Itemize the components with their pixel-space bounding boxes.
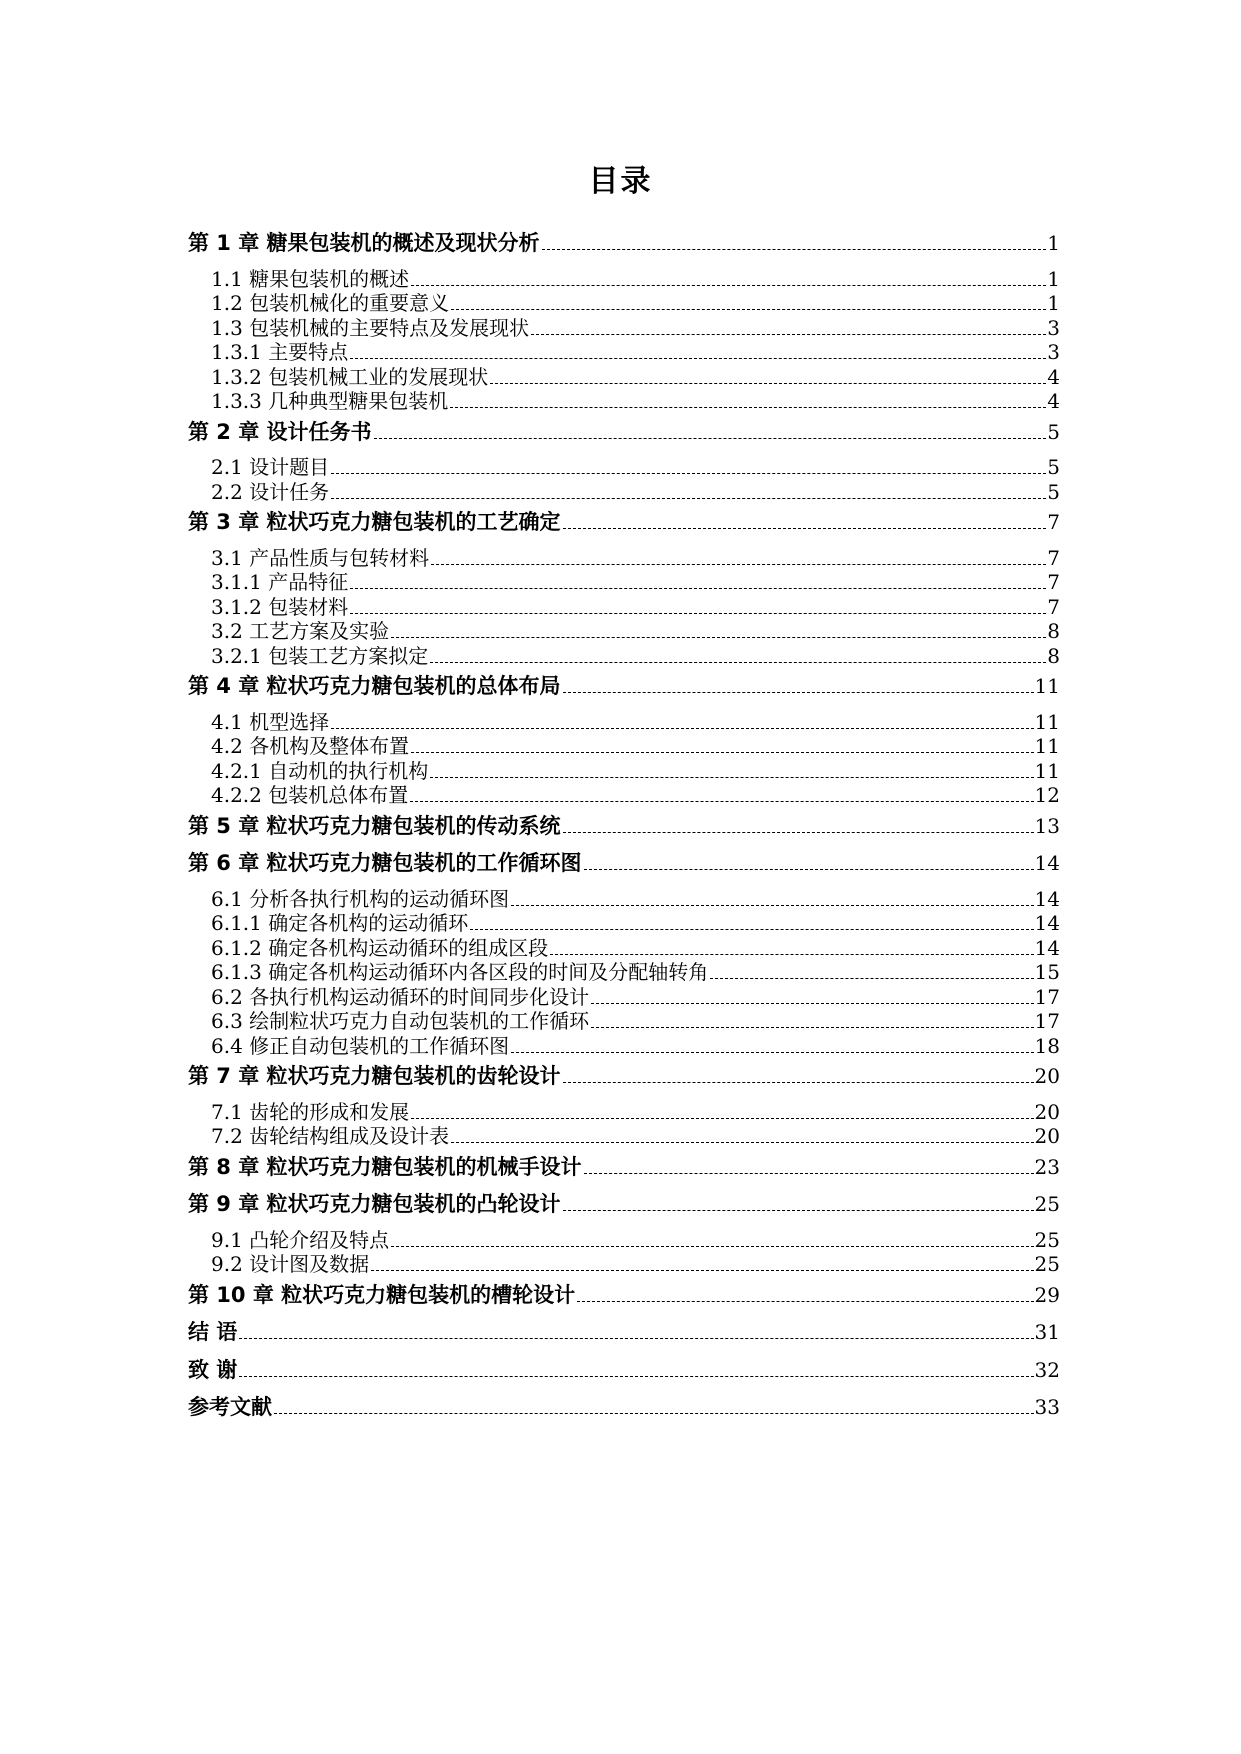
toc-entry-label: 3.1.1 产品特征 [211, 570, 349, 594]
toc-dot-leader [563, 832, 1034, 833]
toc-dot-leader [584, 1173, 1034, 1174]
toc-page-number: 4 [1047, 389, 1060, 413]
toc-entry-label: 3.1.2 包装材料 [211, 594, 349, 619]
toc-page-number: 25 [1034, 1192, 1060, 1216]
toc-chapter-entry [188, 1389, 1060, 1427]
toc-page-number: 5 [1047, 419, 1060, 444]
toc-entry-label: 3.2.1 包装工艺方案拟定 [211, 643, 429, 668]
toc-section-entry [188, 291, 1060, 316]
toc-dot-leader [350, 358, 1046, 359]
toc-entry-label: 6.3 绘制粒状巧克力自动包装机的工作循环 [211, 1009, 590, 1033]
toc-page-number: 14 [1034, 935, 1060, 960]
toc-page-number: 23 [1034, 1154, 1060, 1179]
toc-section-entry [188, 644, 1060, 669]
toc-page-number: 31 [1034, 1320, 1060, 1344]
toc-entry-label: 6.4 修正自动包装机的工作循环图 [211, 1033, 510, 1058]
toc-dot-leader [450, 407, 1046, 408]
toc-section-entry [188, 389, 1060, 414]
toc-page-number: 17 [1034, 1009, 1060, 1033]
toc-page-number: 12 [1034, 783, 1060, 807]
toc-section-entry [188, 911, 1060, 936]
toc-page-number: 15 [1034, 960, 1060, 984]
toc-entry-label: 1.1 糖果包装机的概述 [211, 266, 410, 291]
toc-entry-label: 9.2 设计图及数据 [211, 1252, 370, 1276]
toc-dot-leader [584, 869, 1034, 870]
toc-dot-leader [563, 1210, 1034, 1211]
toc-dot-leader [411, 1118, 1033, 1119]
toc-chapter-entry [188, 1314, 1060, 1352]
toc-section-entry [188, 619, 1060, 644]
toc-page-number: 11 [1034, 758, 1060, 783]
toc-entry-label: 第 3 章 粒状巧克力糖包装机的工艺确定 [188, 510, 561, 534]
toc-entry-label: 第 5 章 粒状巧克力糖包装机的传动系统 [188, 813, 561, 838]
table-of-contents [188, 225, 1060, 1427]
toc-page-number: 17 [1034, 984, 1060, 1009]
toc-page-number: 7 [1047, 594, 1060, 619]
toc-page-number: 20 [1034, 1099, 1060, 1124]
toc-dot-leader [410, 801, 1033, 802]
toc-entry-label: 第 10 章 粒状巧克力糖包装机的槽轮设计 [188, 1282, 576, 1307]
toc-section-entry [188, 316, 1060, 341]
toc-dot-leader [411, 752, 1033, 753]
toc-chapter-entry [188, 1352, 1060, 1390]
toc-dot-leader [531, 334, 1046, 335]
toc-section-entry [188, 783, 1060, 808]
toc-entry-label: 4.2.1 自动机的执行机构 [211, 758, 429, 783]
toc-page-number: 5 [1047, 479, 1060, 504]
toc-dot-leader [511, 905, 1033, 906]
toc-entry-label: 7.1 齿轮的形成和发展 [211, 1099, 410, 1124]
toc-dot-leader [542, 249, 1047, 250]
toc-dot-leader [331, 498, 1046, 499]
toc-section-entry [188, 960, 1060, 985]
toc-entry-label: 第 6 章 粒状巧克力糖包装机的工作循环图 [188, 851, 582, 875]
toc-chapter-entry [188, 668, 1060, 706]
toc-section-entry [188, 365, 1060, 390]
toc-page-number: 1 [1047, 291, 1060, 315]
toc-page-number: 7 [1047, 570, 1060, 594]
toc-dot-leader [451, 309, 1046, 310]
toc-dot-leader [374, 438, 1047, 439]
toc-chapter-entry [188, 504, 1060, 542]
toc-entry-label: 1.3.2 包装机械工业的发展现状 [211, 364, 489, 389]
toc-entry-label: 9.1 凸轮介绍及特点 [211, 1227, 390, 1252]
toc-section-entry [188, 936, 1060, 961]
toc-dot-leader [563, 692, 1034, 693]
toc-dot-leader [331, 728, 1033, 729]
toc-dot-leader [331, 473, 1046, 474]
toc-chapter-entry [188, 1186, 1060, 1224]
toc-section-entry [188, 1124, 1060, 1149]
toc-section-entry [188, 1228, 1060, 1253]
toc-dot-leader [490, 383, 1046, 384]
toc-entry-label: 2.1 设计题目 [211, 455, 330, 479]
toc-chapter-entry [188, 1149, 1060, 1187]
toc-dot-leader [430, 777, 1033, 778]
toc-dot-leader [591, 1027, 1033, 1028]
toc-section-entry [188, 985, 1060, 1010]
toc-page-number: 20 [1034, 1124, 1060, 1148]
toc-dot-leader [350, 613, 1046, 614]
toc-page-number: 11 [1034, 734, 1060, 758]
toc-dot-leader [577, 1301, 1033, 1302]
toc-entry-label: 1.2 包装机械化的重要意义 [211, 291, 450, 315]
toc-chapter-entry [188, 414, 1060, 452]
page-title: 目录 [588, 164, 653, 199]
toc-section-entry [188, 595, 1060, 620]
toc-section-entry [188, 570, 1060, 595]
toc-entry-label: 致 谢 [188, 1357, 238, 1382]
toc-page-number: 18 [1034, 1033, 1060, 1058]
toc-page-number: 4 [1047, 364, 1060, 389]
toc-section-entry [188, 734, 1060, 759]
toc-page-number: 3 [1047, 315, 1060, 340]
toc-dot-leader [371, 1270, 1033, 1271]
toc-page-number: 29 [1034, 1282, 1060, 1307]
toc-chapter-entry [188, 1058, 1060, 1096]
toc-page-number: 11 [1034, 709, 1060, 734]
toc-page-number: 3 [1047, 340, 1060, 364]
toc-dot-leader [274, 1413, 1034, 1414]
toc-entry-label: 1.3.3 几种典型糖果包装机 [211, 389, 449, 413]
toc-entry-label: 1.3.1 主要特点 [211, 340, 349, 364]
toc-dot-leader [411, 285, 1046, 286]
toc-entry-label: 第 1 章 糖果包装机的概述及现状分析 [188, 231, 540, 255]
toc-page-number: 8 [1047, 643, 1060, 668]
toc-entry-label: 4.2 各机构及整体布置 [211, 734, 410, 758]
toc-entry-label: 第 4 章 粒状巧克力糖包装机的总体布局 [188, 674, 561, 698]
toc-page-number: 7 [1047, 510, 1060, 534]
toc-chapter-entry [188, 225, 1060, 263]
toc-entry-label: 6.1.1 确定各机构的运动循环 [211, 911, 469, 935]
toc-entry-label: 3.2 工艺方案及实验 [211, 619, 390, 643]
toc-section-entry [188, 480, 1060, 505]
toc-entry-label: 参考文献 [188, 1395, 272, 1419]
toc-page-number: 1 [1047, 231, 1060, 255]
toc-section-entry [188, 1100, 1060, 1125]
toc-page-number: 20 [1034, 1064, 1060, 1088]
toc-page-number: 32 [1034, 1357, 1060, 1382]
toc-section-entry [188, 887, 1060, 912]
toc-dot-leader [550, 954, 1033, 955]
toc-page-number: 25 [1034, 1227, 1060, 1252]
toc-dot-leader [710, 978, 1033, 979]
toc-entry-label: 第 2 章 设计任务书 [188, 419, 372, 444]
toc-dot-leader [239, 1338, 1033, 1339]
toc-entry-label: 4.2.2 包装机总体布置 [211, 783, 409, 807]
toc-chapter-entry [188, 1277, 1060, 1315]
toc-entry-label: 6.1.3 确定各机构运动循环内各区段的时间及分配轴转角 [211, 960, 709, 984]
toc-entry-label: 6.1.2 确定各机构运动循环的组成区段 [211, 935, 549, 960]
toc-dot-leader [391, 637, 1046, 638]
toc-section-entry [188, 455, 1060, 480]
toc-section-entry [188, 1034, 1060, 1059]
toc-page-number: 7 [1047, 545, 1060, 570]
toc-entry-label: 第 7 章 粒状巧克力糖包装机的齿轮设计 [188, 1064, 561, 1088]
toc-dot-leader [563, 528, 1047, 529]
toc-dot-leader [563, 1082, 1034, 1083]
toc-page-number: 14 [1034, 886, 1060, 911]
toc-section-entry [188, 267, 1060, 292]
toc-entry-label: 1.3 包装机械的主要特点及发展现状 [211, 315, 530, 340]
toc-page-number: 25 [1034, 1252, 1060, 1276]
toc-section-entry [188, 546, 1060, 571]
toc-entry-label: 2.2 设计任务 [211, 479, 330, 504]
toc-entry-label: 3.1 产品性质与包转材料 [211, 545, 430, 570]
toc-chapter-entry [188, 808, 1060, 846]
toc-page-number: 33 [1034, 1395, 1060, 1419]
toc-dot-leader [431, 564, 1046, 565]
toc-entry-label: 6.1 分析各执行机构的运动循环图 [211, 886, 510, 911]
toc-page-number: 14 [1034, 911, 1060, 935]
toc-page-number: 13 [1034, 813, 1060, 838]
toc-section-entry [188, 340, 1060, 365]
toc-dot-leader [591, 1003, 1033, 1004]
toc-chapter-entry [188, 845, 1060, 883]
toc-page-number: 1 [1047, 266, 1060, 291]
toc-dot-leader [451, 1142, 1033, 1143]
toc-dot-leader [470, 929, 1033, 930]
toc-dot-leader [430, 662, 1046, 663]
toc-entry-label: 第 8 章 粒状巧克力糖包装机的机械手设计 [188, 1154, 582, 1179]
toc-dot-leader [239, 1376, 1033, 1377]
toc-section-entry [188, 710, 1060, 735]
toc-page-number: 8 [1047, 619, 1060, 643]
toc-page-number: 14 [1034, 851, 1060, 875]
toc-page-number: 11 [1034, 674, 1060, 698]
toc-entry-label: 6.2 各执行机构运动循环的时间同步化设计 [211, 984, 590, 1009]
toc-section-entry [188, 1009, 1060, 1034]
toc-page-number: 5 [1047, 455, 1060, 479]
toc-dot-leader [391, 1246, 1033, 1247]
toc-section-entry [188, 1252, 1060, 1277]
toc-dot-leader [350, 588, 1046, 589]
toc-entry-label: 第 9 章 粒状巧克力糖包装机的凸轮设计 [188, 1192, 561, 1216]
toc-entry-label: 7.2 齿轮结构组成及设计表 [211, 1124, 450, 1148]
toc-section-entry [188, 759, 1060, 784]
toc-dot-leader [511, 1052, 1033, 1053]
toc-entry-label: 4.1 机型选择 [211, 709, 330, 734]
toc-entry-label: 结 语 [188, 1320, 238, 1344]
